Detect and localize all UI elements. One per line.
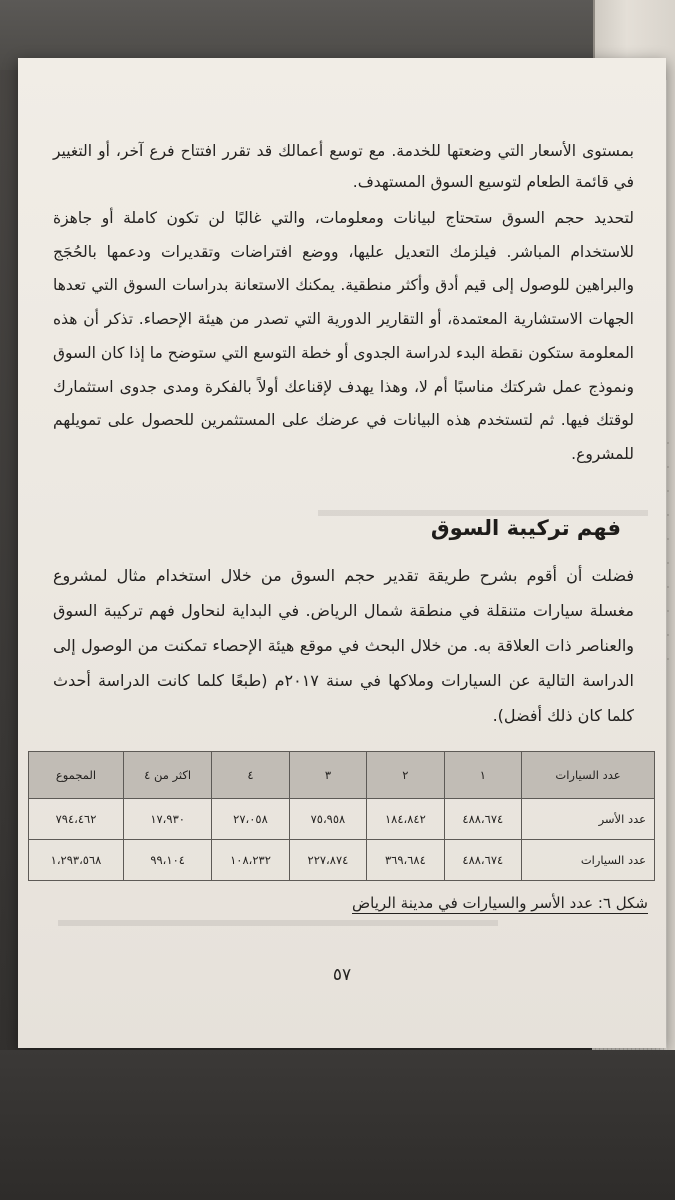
table-header-cell: اكثر من ٤	[124, 752, 212, 799]
table-header-cell: عدد السيارات	[522, 752, 655, 799]
table-cell: ١٨٤،٨٤٢	[367, 799, 444, 840]
table-cell: ٤٨٨،٦٧٤	[444, 799, 521, 840]
table-cell: ٧٥،٩٥٨	[289, 799, 366, 840]
table-header-cell: ١	[444, 752, 521, 799]
paragraph-market-size	[18, 202, 666, 472]
table-header-cell: ٤	[212, 752, 289, 799]
book-page	[18, 58, 666, 1048]
bleed-through-line	[58, 920, 498, 926]
table-row-label: عدد السيارات	[522, 840, 655, 881]
table-header-cell: ٣	[289, 752, 366, 799]
table-header-cell: ٢	[367, 752, 444, 799]
table-row	[29, 799, 655, 840]
table-cell: ٣٦٩،٦٨٤	[367, 840, 444, 881]
paragraph-2-text: لتحديد حجم السوق ستحتاج لبيانات ومعلومات، والتي غالبًا لن تكون كاملة أو جاهزة للاستخدام المباشر. فيلزمك التعديل عليها، ووضع افتراضات وتقديرات ودعمها بالحُجَج والبراهين للوصول إلى قيم أدق وأكثر منطقية. يمكنك الاستعانة بدراسات السوق التي تعدها الجهات الاستشارية المعتمدة، أو التقارير الدورية التي تصدر من هيئة الإحصاء. تذكر أن هذه المعلومة ستكون نقطة البدء لدراسة الجدوى أو خطة التوسع التي ستوضح ما إذا كان السوق ونموذج عمل شركتك مناسبًا أم لا، وهذا يهدف لإقناعك أولاً بالفكرة ومدى جدوى استثمارك لوقتك فيها. ثم لتستخدم هذه البيانات في عرضك على المستثمرين للحصول على تمويلهم للمشروع.	[53, 209, 634, 463]
table-cell: ١٠٨،٢٣٢	[212, 840, 289, 881]
table-cell: ١،٢٩٣،٥٦٨	[29, 840, 124, 881]
paragraph-1-text: بمستوى الأسعار التي وضعتها للخدمة. مع توسع أعمالك قد تقرر افتتاح فرع آخر، أو التغيير في قائمة الطعام لتوسيع السوق المستهدف.	[53, 142, 634, 191]
paragraph-intro	[18, 136, 666, 198]
table-header-row	[29, 752, 655, 799]
table-row-label: عدد الأسر	[522, 799, 655, 840]
section-heading: فهم تركيبة السوق	[430, 516, 621, 540]
paragraph-3-text: فضلت أن أقوم بشرح طريقة تقدير حجم السوق من خلال استخدام مثال لمشروع مغسلة سيارات متنقلة في منطقة شمال الرياض. في البداية لنحاول فهم تركيبة السوق والعناصر ذات العلاقة به. من خلال البحث في موقع هيئة الإحصاء تمكنت من الوصول إلى الدراسة التالية عن السيارات وملاكها في سنة ٢٠١٧م (طبعًا كلما كانت الدراسة أحدث كلما كان ذلك أفضل).	[53, 566, 635, 725]
table-cell: ٢٢٧،٨٧٤	[289, 840, 366, 881]
figure-caption: شكل ٦: عدد الأسر والسيارات في مدينة الرياض	[352, 894, 648, 912]
paragraph-market-structure	[18, 558, 666, 733]
table-cell: ١٧،٩٣٠	[124, 799, 212, 840]
table-row	[29, 840, 655, 881]
table-cell: ٩٩،١٠٤	[124, 840, 212, 881]
page-number: ٥٧	[332, 965, 352, 985]
table-cell: ٧٩٤،٤٦٢	[29, 799, 124, 840]
table-cell: ٤٨٨،٦٧٤	[444, 840, 521, 881]
background-surface-bottom	[0, 1050, 675, 1200]
table-header-cell: المجموع	[29, 752, 124, 799]
table-cell: ٢٧،٠٥٨	[212, 799, 289, 840]
data-table	[28, 751, 655, 881]
